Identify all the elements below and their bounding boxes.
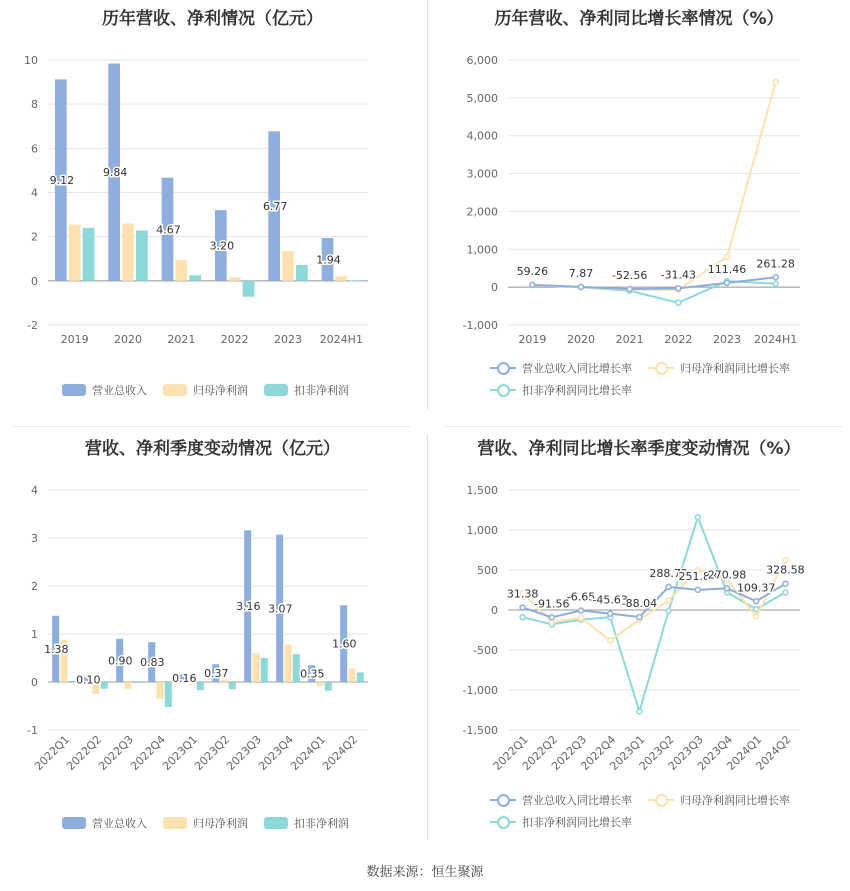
annual-growth-chart (428, 30, 850, 360)
legend (62, 812, 365, 834)
data-source: 数据来源：恒生聚源 (366, 865, 484, 880)
x-tick-label: 2022Q2 (519, 732, 560, 773)
horizontal-divider (10, 426, 410, 427)
y-tick-label: 6,000 (466, 54, 498, 67)
data-point (783, 581, 788, 586)
data-label: 1.38 (44, 642, 69, 656)
data-label: 3.07 (268, 602, 293, 616)
bar (69, 681, 76, 682)
data-point (783, 558, 788, 563)
bar (296, 265, 308, 281)
y-tick-label: 3 (31, 532, 38, 545)
y-tick-label: 0 (31, 274, 38, 288)
y-tick-label: 0 (491, 281, 498, 295)
x-tick-label: 2024Q1 (288, 732, 329, 773)
x-tick-label: 2023Q1 (160, 732, 201, 773)
x-tick-label: 2022Q3 (549, 732, 590, 773)
data-label: 288.72 (649, 566, 688, 580)
legend-line-icon (490, 815, 516, 829)
y-tick-label: 0 (491, 604, 498, 617)
x-tick-label: 2022Q2 (64, 732, 105, 773)
data-label: 0.83 (140, 656, 165, 670)
data-point (773, 281, 778, 286)
x-tick-label: 2022Q1 (32, 732, 73, 773)
y-tick-label: 6 (31, 142, 38, 156)
legend-item-revenue[interactable]: 营业总收入 (62, 379, 147, 401)
y-tick-label: 2,000 (466, 205, 498, 219)
legend-line-icon (490, 793, 516, 807)
x-tick-label: 2020 (114, 333, 142, 346)
legend-item-net-growth[interactable]: 归母净利润同比增长率 (648, 357, 790, 379)
data-point (520, 605, 525, 610)
legend (490, 357, 840, 401)
data-point (579, 616, 584, 621)
series-line (532, 82, 775, 290)
x-tick-label: 2019 (60, 333, 89, 346)
bar (293, 654, 300, 682)
x-tick-label: 2023Q4 (256, 732, 297, 773)
x-tick-label: 2022Q4 (128, 732, 169, 773)
legend-item-revenue-growth[interactable]: 营业总收入同比增长率 (490, 357, 632, 379)
legend-swatch (264, 817, 288, 829)
annual-bar-panel (0, 0, 425, 410)
y-tick-label: -1,000 (462, 684, 498, 697)
x-tick-label: 2023Q3 (224, 732, 265, 773)
bar (122, 223, 134, 280)
bar (133, 682, 140, 683)
data-point (637, 615, 642, 620)
data-point (754, 614, 759, 619)
bar (282, 251, 294, 281)
y-tick-label: 3,000 (466, 167, 498, 181)
data-label: 7.87 (568, 266, 594, 280)
legend-item-net-growth[interactable]: 归母净利润同比增长率 (648, 789, 790, 811)
data-label: 9.84 (102, 166, 128, 180)
legend (490, 789, 840, 833)
data-label: 261.28 (756, 257, 795, 271)
data-point (676, 300, 681, 305)
data-label: -91.56 (534, 597, 570, 611)
data-label: 31.38 (506, 587, 539, 601)
data-label: -88.04 (621, 597, 658, 611)
bar (136, 230, 148, 280)
y-tick-label: 1,000 (466, 243, 498, 257)
legend-swatch (163, 817, 187, 829)
x-tick-label: 2024H1 (754, 333, 798, 346)
x-tick-label: 2020 (567, 333, 595, 346)
data-label: 0.37 (204, 667, 229, 681)
legend-swatch (264, 384, 288, 396)
data-point (695, 587, 700, 592)
x-tick-label: 2022Q3 (96, 732, 137, 773)
bar (165, 682, 172, 707)
y-tick-label: 10 (24, 54, 38, 67)
data-label: 59.26 (516, 264, 549, 278)
data-label: -6.65 (566, 590, 596, 604)
data-label: 0.16 (172, 672, 197, 686)
data-label: 0.10 (76, 673, 101, 687)
data-point (608, 611, 613, 616)
bar (261, 658, 268, 682)
data-point (754, 599, 759, 604)
bar (197, 682, 204, 690)
bar (156, 682, 163, 699)
data-label: 3.20 (209, 239, 235, 253)
y-tick-label: 1 (31, 628, 38, 641)
quarterly-growth-panel (428, 430, 850, 850)
x-tick-label: 2024Q1 (724, 732, 765, 773)
bar (335, 276, 347, 280)
data-point (676, 286, 681, 291)
y-tick-label: -1 (27, 724, 38, 737)
bar (189, 275, 201, 281)
x-tick-label: 2023Q1 (607, 732, 648, 773)
data-point (783, 590, 788, 595)
legend-item-revenue[interactable]: 营业总收入 (62, 812, 147, 834)
data-label: 9.12 (49, 174, 75, 188)
data-label: 0.35 (300, 667, 325, 681)
data-label: 1.60 (332, 637, 357, 651)
quarterly-bar-panel (0, 430, 425, 850)
legend-line-icon (648, 793, 674, 807)
data-label: 3.16 (236, 600, 261, 614)
legend (62, 379, 365, 401)
data-point (725, 254, 730, 259)
y-tick-label: 4 (31, 186, 38, 200)
x-tick-label: 2024Q2 (320, 732, 361, 773)
data-point (530, 282, 535, 287)
y-tick-label: 1,000 (466, 524, 498, 537)
data-point (666, 584, 671, 589)
legend-swatch (62, 817, 86, 829)
data-point (637, 709, 642, 714)
data-label: 6.77 (262, 200, 288, 214)
y-tick-label: -500 (473, 644, 498, 657)
y-tick-label: 500 (477, 564, 498, 577)
bar (229, 278, 241, 281)
bar (124, 682, 131, 689)
bar (349, 280, 361, 281)
bar (101, 682, 108, 689)
x-tick-label: 2023Q2 (192, 732, 233, 773)
data-point (520, 615, 525, 620)
y-tick-label: -2 (27, 319, 38, 332)
data-point (773, 275, 778, 280)
bar (348, 669, 355, 682)
x-tick-label: 2023Q4 (695, 732, 736, 773)
legend-item-deducted-growth[interactable]: 扣非净利润同比增长率 (490, 811, 632, 833)
x-tick-label: 2022 (664, 333, 693, 346)
y-tick-label: 4,000 (466, 129, 498, 143)
data-label: 328.58 (766, 563, 805, 577)
x-tick-label: 2019 (518, 333, 547, 346)
y-tick-label: 1,500 (466, 484, 498, 497)
legend-item-revenue-growth[interactable]: 营业总收入同比增长率 (490, 789, 632, 811)
legend-item-deducted-growth[interactable]: 扣非净利润同比增长率 (490, 379, 632, 401)
data-point (627, 287, 632, 292)
y-tick-label: 8 (31, 98, 38, 112)
data-point (549, 615, 554, 620)
legend-line-icon (490, 361, 516, 375)
data-label: 111.46 (707, 262, 747, 276)
legend-item-deducted-profit[interactable]: 扣非净利润 (264, 379, 349, 401)
bar (252, 653, 259, 682)
annual-bar-chart (0, 30, 425, 405)
legend-swatch (163, 384, 187, 396)
data-point (666, 598, 671, 603)
y-tick-label: -1,500 (462, 724, 498, 737)
series-line (532, 281, 775, 303)
bar (175, 260, 187, 281)
data-label: 4.67 (156, 223, 181, 237)
data-point (579, 284, 584, 289)
chart-title: 历年营收、净利情况（亿元） (102, 9, 323, 29)
data-label: -31.43 (660, 268, 697, 282)
bar (284, 645, 291, 682)
bar (83, 228, 95, 281)
bar (69, 225, 81, 281)
x-tick-label: 2024Q2 (753, 732, 794, 773)
data-point (725, 586, 730, 591)
y-tick-label: 2 (31, 230, 38, 244)
x-tick-label: 2021 (167, 333, 196, 346)
chart-title: 营收、净利同比增长率季度变动情况（%） (477, 439, 801, 459)
legend-item-deducted-profit[interactable]: 扣非净利润 (264, 812, 349, 834)
bar (325, 682, 332, 691)
quarterly-growth-chart (428, 460, 850, 820)
y-tick-label: 0 (31, 676, 38, 689)
data-point (608, 638, 613, 643)
x-tick-label: 2023Q2 (636, 732, 677, 773)
bar (243, 281, 255, 297)
data-label: 270.98 (707, 568, 747, 582)
chart-title: 营收、净利季度变动情况（亿元） (85, 439, 340, 459)
bar (357, 672, 364, 682)
quarterly-bar-chart (0, 460, 425, 825)
data-label: 1.94 (316, 253, 341, 267)
data-label: -52.56 (611, 269, 648, 283)
legend-item-net-profit[interactable]: 归母净利润 (163, 379, 248, 401)
data-label: -45.63 (592, 593, 628, 607)
x-tick-label: 2022Q1 (490, 732, 531, 773)
data-label: 251.88 (678, 569, 718, 583)
data-point (725, 280, 730, 285)
bar (229, 682, 236, 689)
legend-swatch (62, 384, 86, 396)
x-tick-label: 2023 (713, 333, 741, 346)
x-tick-label: 2023 (274, 333, 302, 346)
x-tick-label: 2023Q3 (665, 732, 706, 773)
legend-line-icon (490, 383, 516, 397)
x-tick-label: 2021 (615, 333, 644, 346)
data-label: 0.90 (108, 654, 133, 668)
y-tick-label: 4 (31, 484, 38, 497)
y-tick-label: 5,000 (466, 91, 498, 105)
x-tick-label: 2022 (220, 333, 249, 346)
data-point (666, 608, 671, 613)
horizontal-divider (442, 426, 842, 427)
data-point (579, 608, 584, 613)
legend-line-icon (648, 361, 674, 375)
x-tick-label: 2024H1 (319, 333, 363, 346)
annual-growth-panel (428, 0, 850, 410)
data-point (695, 515, 700, 520)
y-tick-label: -1,000 (462, 319, 498, 332)
x-tick-label: 2022Q4 (578, 732, 619, 773)
data-point (773, 79, 778, 84)
bar (316, 682, 323, 686)
legend-item-net-profit[interactable]: 归母净利润 (163, 812, 248, 834)
data-label: 109.37 (736, 581, 776, 595)
chart-title: 历年营收、净利同比增长率情况（%） (494, 9, 784, 29)
y-tick-label: 2 (31, 580, 38, 593)
